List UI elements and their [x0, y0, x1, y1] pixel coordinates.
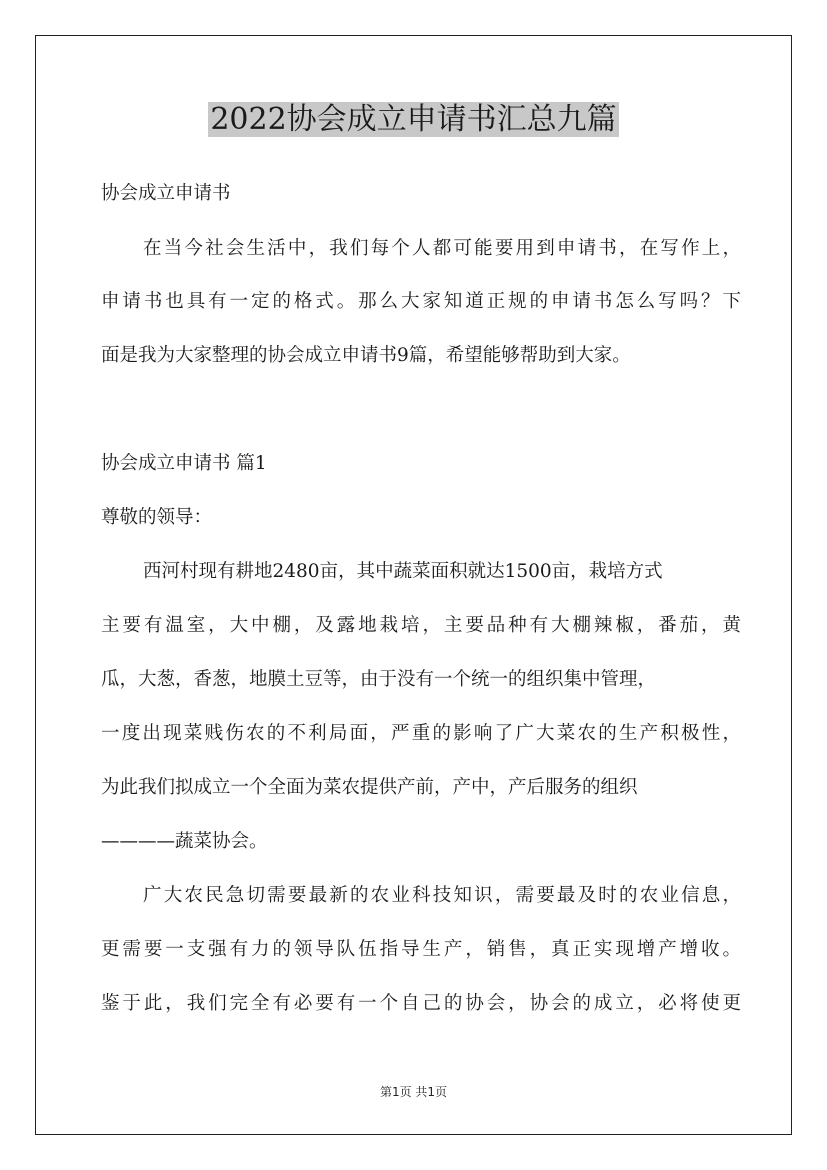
intro-line-1: 在当今社会生活中，我们每个人都可能要用到申请书，在写作上， — [143, 238, 741, 259]
para1-line-5: 为此我们拟成立一个全面为菜农提供产前，产中，产后服务的组织 — [101, 777, 638, 798]
page-number: 第1页 共1页 — [379, 1085, 448, 1099]
document-title-text: 2022协会成立申请书汇总九篇 — [210, 102, 617, 137]
intro-line-3: 面是我为大家整理的协会成立申请书9篇，希望能够帮助到大家。 — [101, 345, 631, 366]
para1-line-1: 西河村现有耕地2480亩，其中蔬菜面积就达1500亩，栽培方式 — [143, 561, 663, 582]
intro-line-2: 申请书也具有一定的格式。那么大家知道正规的申请书怎么写吗？下 — [101, 291, 741, 312]
para1-line-4: 一度出现菜贱伤农的不利局面，严重的影响了广大菜农的生产积极性， — [101, 723, 741, 744]
para1-line-6: ————蔬菜协会。 — [101, 831, 268, 852]
section1-heading: 协会成立申请书 篇1 — [101, 453, 267, 474]
para1-line-2: 主要有温室，大中棚，及露地栽培，主要品种有大棚辣椒，番茄，黄 — [101, 615, 741, 636]
salutation: 尊敬的领导： — [101, 507, 213, 528]
para2-line-1: 广大农民急切需要最新的农业科技知识，需要最及时的农业信息， — [143, 885, 741, 906]
para2-line-3: 鉴于此，我们完全有必要有一个自己的协会，协会的成立，必将使更 — [101, 993, 741, 1014]
para1-line-3: 瓜，大葱，香葱，地膜土豆等，由于没有一个统一的组织集中管理， — [101, 669, 657, 690]
intro-heading: 协会成立申请书 — [101, 183, 231, 204]
document-title — [0, 98, 827, 142]
page-footer — [0, 1083, 827, 1100]
para2-line-2: 更需要一支强有力的领导队伍指导生产，销售，真正实现增产增收。 — [101, 939, 741, 960]
